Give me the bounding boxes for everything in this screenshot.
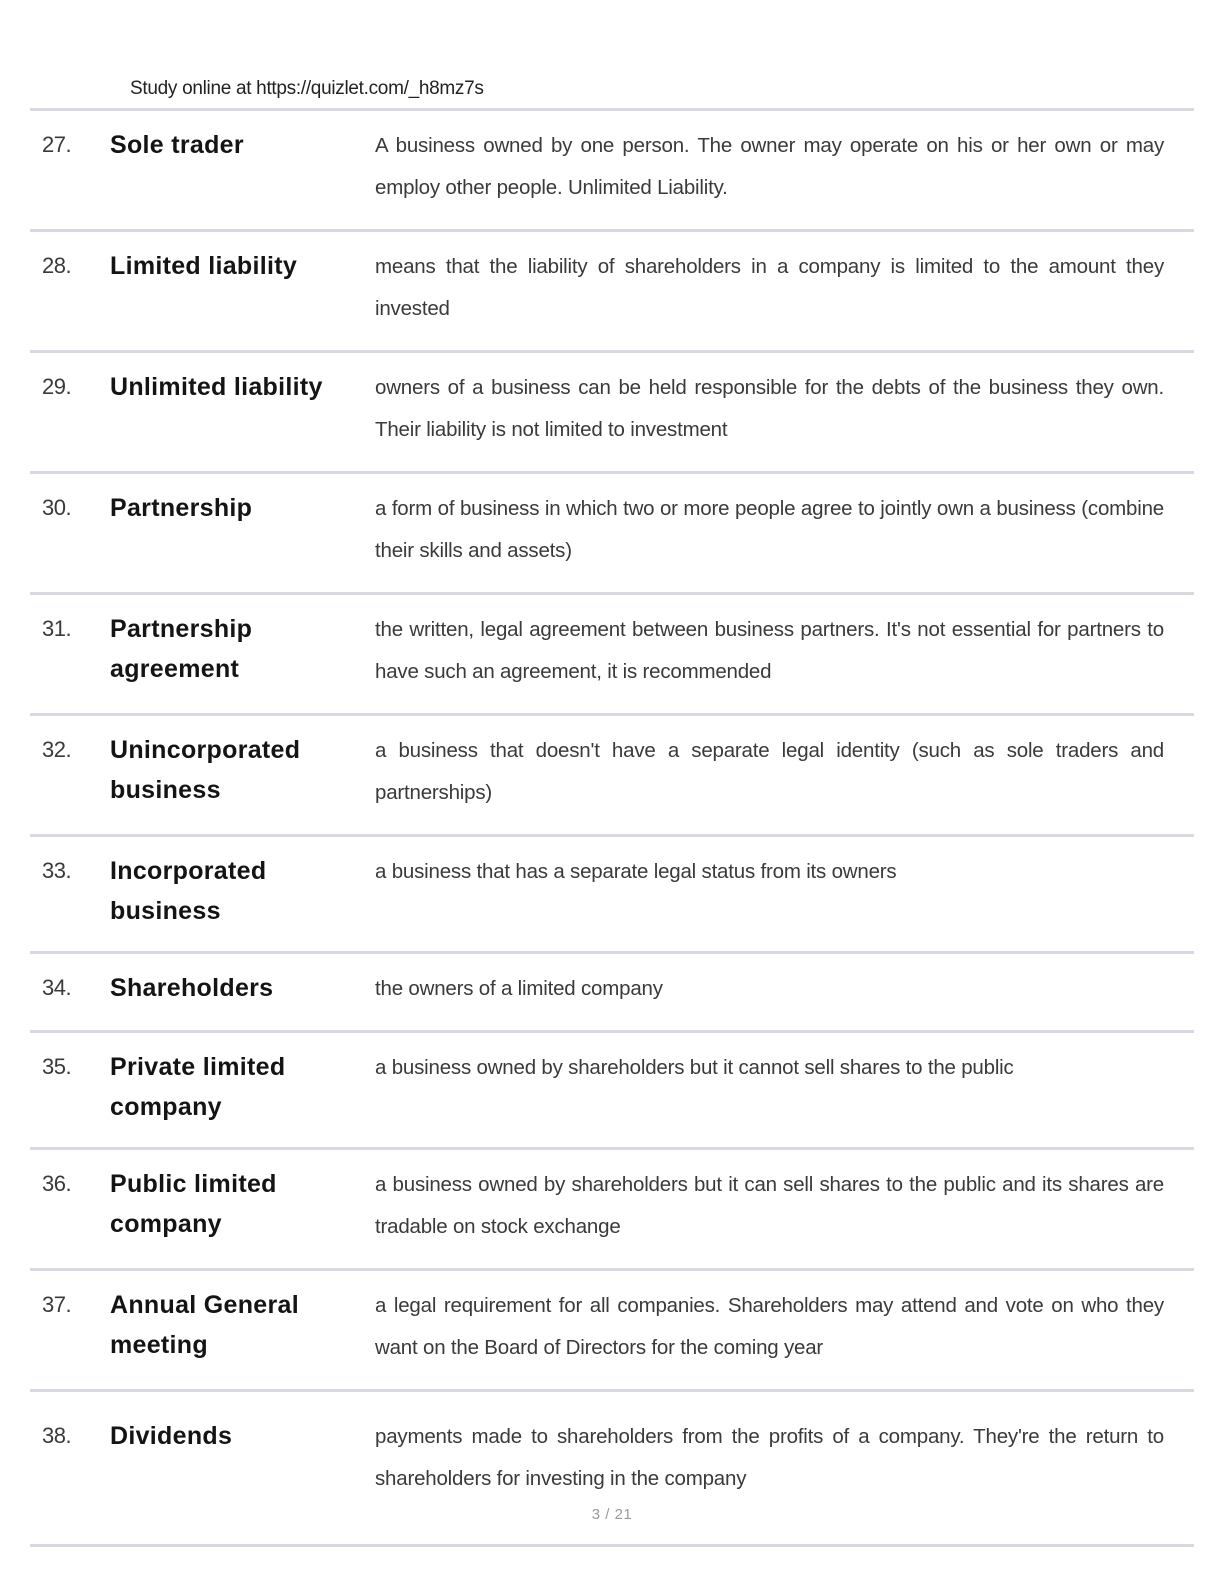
term-label: Partnership agreement [110, 615, 253, 683]
term-number: 31. [42, 616, 72, 641]
term-label: Shareholders [110, 974, 274, 1002]
term-number: 35. [42, 1054, 72, 1079]
term-row [30, 595, 1194, 716]
term-definition: owners of a business can be held responsible for the debts of the business they own. Their liability is not limited to investment [375, 376, 1164, 441]
term-definition: a business that doesn't have a separate legal identity (such as sole traders and partnerships) [375, 739, 1164, 804]
term-definition: payments made to shareholders from the profits of a company. They're the return to shareholders for investing in the company [375, 1425, 1164, 1490]
term-definition: a legal requirement for all companies. Shareholders may attend and vote on who they want on the Board of Directors for the coming year [375, 1294, 1164, 1359]
term-row [30, 1033, 1194, 1150]
term-definition: A business owned by one person. The owner may operate on his or her own or may employ other people. Unlimited Liability. [375, 134, 1164, 199]
term-label: Annual General meeting [110, 1291, 299, 1359]
term-number: 34. [42, 975, 72, 1000]
term-definition: the written, legal agreement between business partners. It's not essential for partners to have such an agreement, it is recommended [375, 618, 1164, 683]
term-label: Partnership [110, 494, 253, 522]
term-row [30, 111, 1194, 232]
term-label: Limited liability [110, 252, 298, 280]
term-number: 38. [42, 1423, 72, 1448]
term-number: 32. [42, 737, 72, 762]
term-number: 37. [42, 1292, 72, 1317]
term-label: Unlimited liability [110, 373, 323, 401]
term-label: Unincorporated business [110, 736, 301, 804]
term-row [30, 716, 1194, 837]
term-number: 29. [42, 374, 72, 399]
term-number: 33. [42, 858, 72, 883]
study-online-link[interactable]: Study online at https://quizlet.com/_h8mz7s [130, 78, 484, 99]
term-row [30, 1150, 1194, 1271]
term-definition: a form of business in which two or more people agree to jointly own a business (combine their skills and assets) [375, 497, 1164, 562]
term-row [30, 837, 1194, 954]
term-definition: a business owned by shareholders but it cannot sell shares to the public [375, 1056, 1014, 1079]
term-definition: the owners of a limited company [375, 977, 663, 1000]
term-row [30, 1271, 1194, 1392]
term-row [30, 954, 1194, 1033]
term-number: 27. [42, 132, 72, 157]
term-label: Incorporated business [110, 857, 267, 925]
term-row [30, 353, 1194, 474]
page-number: 3 / 21 [591, 1506, 633, 1523]
term-definition: means that the liability of shareholders in a company is limited to the amount they invested [375, 255, 1164, 320]
term-label: Sole trader [110, 131, 244, 159]
term-number: 28. [42, 253, 72, 278]
term-label: Public limited company [110, 1170, 277, 1238]
term-definition: a business owned by shareholders but it can sell shares to the public and its shares are tradable on stock exchange [375, 1173, 1164, 1238]
term-row [30, 1392, 1194, 1547]
term-label: Dividends [110, 1422, 233, 1450]
term-number: 36. [42, 1171, 72, 1196]
terms-list [30, 111, 1194, 1547]
term-label: Private limited company [110, 1053, 286, 1121]
term-definition: a business that has a separate legal status from its owners [375, 860, 897, 883]
page-header [30, 0, 1194, 111]
term-row [30, 474, 1194, 595]
term-number: 30. [42, 495, 72, 520]
term-row [30, 232, 1194, 353]
page-content [30, 0, 1194, 1547]
